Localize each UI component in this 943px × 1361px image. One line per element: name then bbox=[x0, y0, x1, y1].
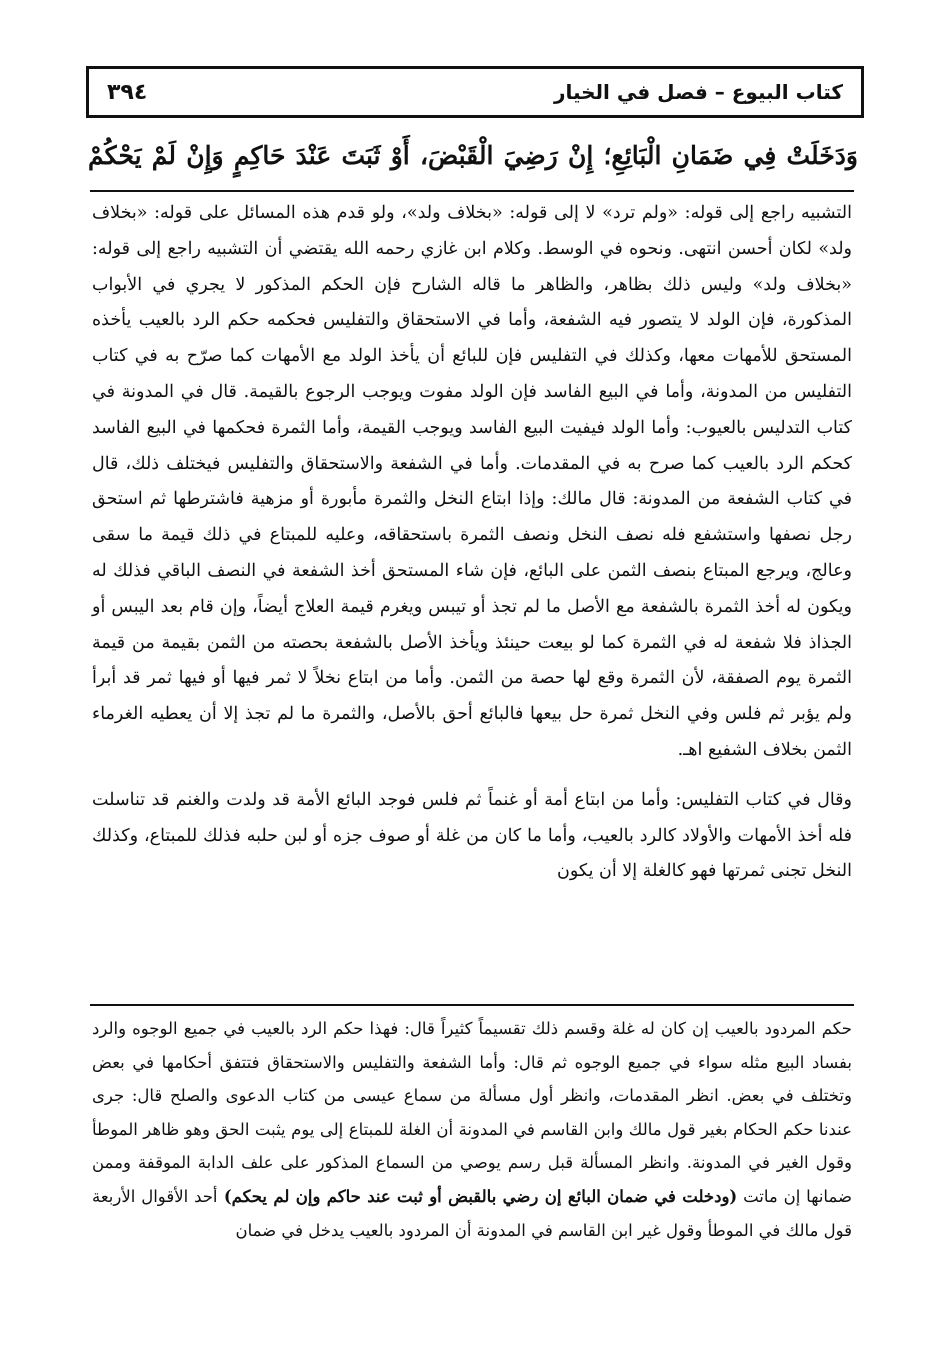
commentary-paragraph-2: وقال في كتاب التفليس: وأما من ابتاع أمة أو غنماً ثم فلس فوجد البائع الأمة قد ولدت والغنم قد تناسلت فله أخذ الأمهات والأولاد كالرد بالعيب، وأما ما كان من غلة أو صوف جزه أو لبن حلبه فذلك للمبتاع، وكذلك النخل تجنى ثمرتها فهو كالغلة إلا أن يكون bbox=[92, 789, 852, 882]
footnote-text-1: حكم المردود بالعيب إن كان له غلة وقسم ذلك تقسيماً كثيراً قال: فهذا حكم الرد بالعيب في جميع الوجوه والرد بفساد البيع مثله سواء في جميع الوجوه ثم قال: وأما الشفعة والتفليس والاستحقاق فتتفق أحكامها في بعض وتختلف في بعض. انظر المقدمات، وانظر أول مسألة من سماع عيسى من كتاب الدعوى والصلح قال: جرى عندنا حكم الحكام بغير قول مالك وابن القاسم في المدونة أن الغلة للمبتاع إلى يوم يثبت الحق وهو ظاهر الموطأ وقول الغير في المدونة. وانظر المسألة قبل رسم يوصي من السماع المذكور على علف الدابة الموقفة وممن ضمانها إن ماتت bbox=[92, 1019, 852, 1206]
footnote-bold-quote: (ودخلت في ضمان البائع إن رضي بالقبض أو ثبت عند حاكم وإن لم يحكم) bbox=[217, 1186, 738, 1206]
footnote-text-2: أحد الأقوال الأربعة قول مالك في الموطأ وقول غير ابن القاسم في المدونة أن المردود بالعيب يدخل في ضمان bbox=[92, 1186, 852, 1240]
commentary-paragraph-1: التشبيه راجع إلى قوله: «ولم ترد» لا إلى قوله: «بخلاف ولد»، ولو قدم هذه المسائل على قوله: «بخلاف ولد» لكان أحسن انتهى. ونحوه في الوسط. وكلام ابن غازي رحمه الله يقتضي أن التشبيه راجع إلى قوله: «بخلاف ولد» وليس ذلك بظاهر، والظاهر ما قاله الشارح فإن الحكم المذكور لا يجري في الأبواب المذكورة، فإن الولد لا يتصور فيه الشفعة، وأما في الاستحقاق والتفليس فحكمه حكم الرد بالعيب يأخذه المستحق للأمهات معها، وكذلك في التفليس فإن للبائع أن يأخذ الولد مع الأمهات كما صرّح به في كتاب التفليس من المدونة، وأما في البيع الفاسد فإن الولد مفوت ويوجب الرجوع بالقيمة. قال في المدونة في كتاب التدليس بالعيوب: وأما الولد فيفيت البيع الفاسد ويوجب القيمة، وأما الثمرة فحكمها في البيع الفاسد كحكم الرد بالعيب كما صرح به في المقدمات. وأما في الشفعة والاستحقاق والتفليس فيختلف ذلك، قال في كتاب الشفعة من المدونة: قال مالك: وإذا ابتاع النخل والثمرة مأبورة أو مزهية فاشترطها ثم استحق رجل نصفها واستشفع فله نصف النخل ونصف الثمرة باستحقاقه، وعليه للمبتاع في ذلك قيمة ما سقى وعالج، ويرجع المبتاع بنصف الثمن على البائع، فإن شاء المستحق أخذ الشفعة في النصف الباقي فذلك له ويكون له أخذ الثمرة بالشفعة مع الأصل ما لم تجذ أو تيبس ويغرم قيمة العلاج أيضاً، وإن قام بعد اليبس أو الجذاذ فلا شفعة له في الثمرة كما لو بيعت حينئذ ويأخذ الأصل بالشفعة بحصته من الثمن بقيمة من قيمة الثمرة يوم الصفقة، لأن الثمرة وقع لها حصة من الثمن. وأما من ابتاع نخلاً لا ثمر فيها أو فيها ثمر قد أبرأ ولم يؤبر ثم فلس وفي النخل ثمرة حل بيعها فالبائع أحق بالأصل، والثمرة ما لم تجذ إلا أن يعطيه الغرماء الثمن بخلاف الشفيع اهـ. bbox=[92, 203, 852, 760]
header-title: كتاب البيوع – فصل في الخيار bbox=[553, 80, 843, 104]
separator-rule-top bbox=[90, 190, 854, 192]
separator-rule-footnote bbox=[90, 1004, 854, 1006]
commentary-block bbox=[92, 196, 852, 890]
running-header bbox=[86, 66, 864, 118]
main-text-matn: وَدَخَلَتْ فِي ضَمَانِ الْبَائِعِ؛ إِنْ رَضِيَ الْقَبْضَ، أَوْ ثَبَتَ عَنْدَ حَاكِمٍ وَإِنْ لَمْ يَحْكُمْ bbox=[88, 141, 858, 170]
footnote-block bbox=[92, 1012, 852, 1247]
page-number: ٣٩٤ bbox=[107, 79, 148, 105]
